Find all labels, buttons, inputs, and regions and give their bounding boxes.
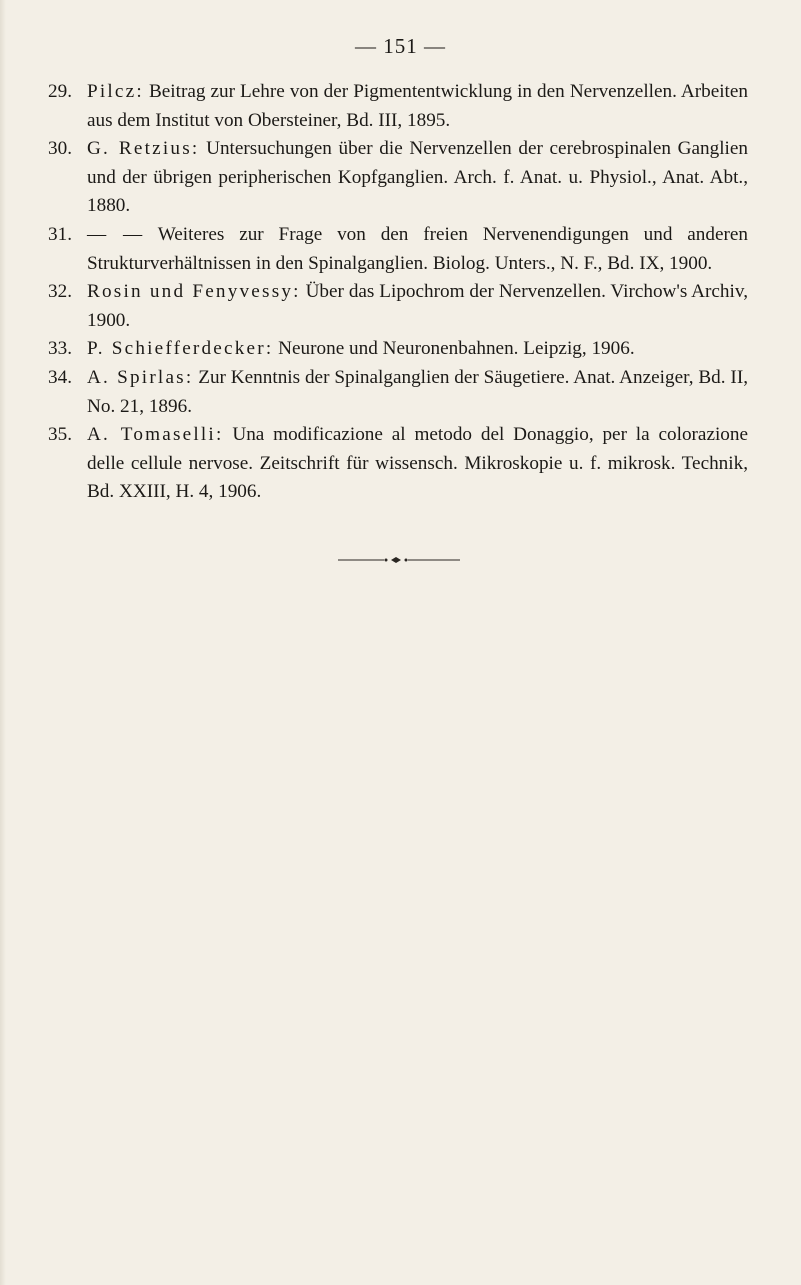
reference-item [48,335,748,364]
reference-number: 35. [48,424,72,446]
reference-author: Pilcz: [87,81,144,102]
reference-item [48,78,748,135]
page-edge-shadow [0,0,6,1285]
reference-number: 32. [48,281,72,303]
reference-author: A. Spirlas: [87,366,194,388]
reference-author: A. Tomaselli: [87,424,224,446]
reference-text: Weiteres zur Frage von den freien Nervenendigungen und anderen Strukturverhältnissen in den Spinalganglien. Biolog. Unters., N. F., Bd. IX, 1900. [87,223,748,274]
reference-author: — — [87,223,144,245]
reference-number: 33. [48,338,72,360]
reference-text: Una modificazione al metodo del Donaggio, per la colorazione delle cellule nervose. Zeitschrift für wissensch. Mikroskopie u. f. mikrosk. Technik, Bd. XXIII, H. 4, 1906. [87,424,748,503]
reference-text: Untersuchungen über die Nervenzellen der cerebrospinalen Ganglien und der übrigen peripherischen Kopfganglien. Arch. f. Anat. u. Physiol., Anat. Abt., 1880. [87,138,748,217]
reference-author: P. Schiefferdecker: [87,338,274,360]
reference-item [48,278,748,335]
reference-item [48,135,748,221]
reference-text: Neurone und Neuronenbahnen. Leipzig, 1906. [278,338,635,360]
reference-number: 31. [48,223,72,245]
reference-text: Über das Lipochrom der Nervenzellen. Virchow's Archiv, 1900. [87,281,748,331]
reference-item [48,421,748,507]
reference-number: 30. [48,138,72,160]
reference-number: 34. [48,366,72,388]
page-number-header: — 151 — [355,34,446,58]
reference-item [48,364,748,421]
reference-list [48,78,748,507]
reference-text: Zur Kenntnis der Spinalganglien der Säugetiere. Anat. Anzeiger, Bd. II, No. 21, 1896. [87,366,749,417]
reference-author: Rosin und Fenyvessy: [87,281,301,303]
reference-number: 29. [48,81,72,102]
section-end-ornament [338,553,460,567]
reference-author: G. Retzius: [87,138,200,160]
reference-item [48,221,748,278]
reference-text: Beitrag zur Lehre von der Pigmententwicklung in den Nervenzellen. Arbeiten aus dem Institut von Obersteiner, Bd. III, 1895. [87,81,749,131]
